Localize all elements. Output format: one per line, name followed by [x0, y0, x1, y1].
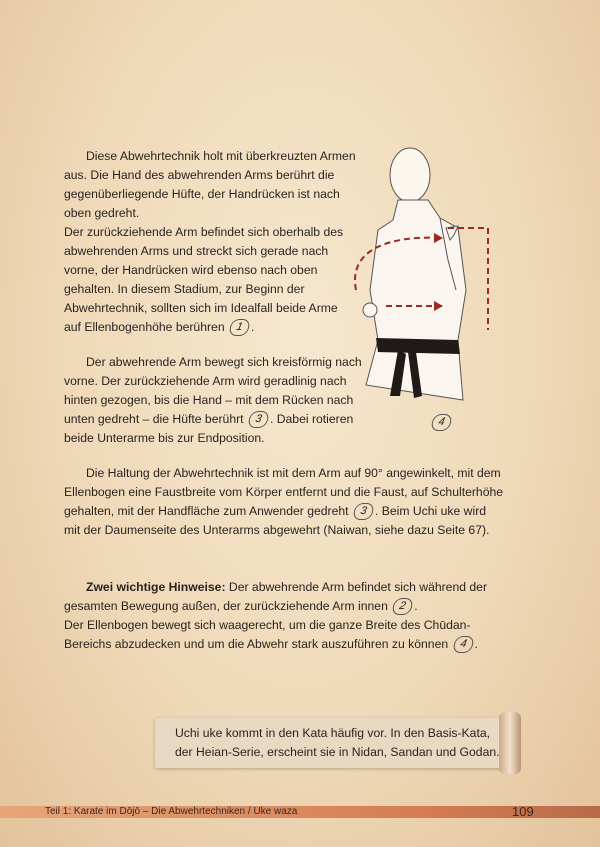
karateka-illustration [348, 140, 498, 440]
paragraph-circular-text: Der abwehrende Arm bewegt sich kreisförmig nach vorne. Der zurückziehende Arm wird geradlinig nach hinten gezogen, bis die Hand – mit dem Rücken nach unten gedreht – die Hüfte berührt [64, 355, 362, 426]
reference-number: 4 [452, 636, 475, 653]
hints-heading: Zwei wichtige Hinweise: [86, 580, 226, 594]
paragraph-retract-arm: Der zurückziehende Arm befindet sich oberhalb des abwehrenden Arms und streckt sich gerade nach vorne, der Handrücken wird ebenso nach oben gehalten. In diesem Stadium, zur Beginn der Abwehrtechnik, sollten sich im Idealfall beide Arme auf Ellenbogenhöhe berühren 1 . [64, 223, 344, 337]
page-number: 109 [512, 804, 534, 819]
footer-running-title: Teil 1: Karate im Dōjō – Die Abwehrtechniken / Uke waza [45, 806, 298, 817]
paragraph-elbow-text: Der Ellenbogen bewegt sich waagerecht, um die ganze Breite des Chūdan-Bereichs abzudecken und um die Abwehr stark auszuführen zu können [64, 618, 471, 651]
scroll-roll-decoration [499, 712, 521, 774]
reference-number: 2 [391, 598, 414, 615]
paragraph-retract-text: Der zurückziehende Arm befindet sich oberhalb des abwehrenden Arms und streckt sich gerade nach vorne, der Handrücken wird ebenso nach oben gehalten. In diesem Stadium, zur Beginn der Abwehrtechnik, sollten sich im Idealfall beide Arme auf Ellenbogenhöhe berühren [64, 225, 344, 334]
note-line-1: Uchi uke kommt in den Kata häufig vor. In den Basis-Kata, [175, 726, 491, 740]
paragraph-circular-tail: . Dabei rotieren beide Unterarme bis zur Endposition. [64, 412, 354, 445]
note-line-2: der Heian-Serie, erscheint sie in Nidan, Sandan und Godan. [175, 745, 500, 759]
paragraph-circular [64, 353, 364, 448]
note-text [175, 724, 500, 762]
paragraph-elbow: Der Ellenbogen bewegt sich waagerecht, um die ganze Breite des Chūdan-Bereichs abzudecken und um die Abwehr stark auszuführen zu können 4 . [64, 616, 504, 654]
reference-number: 1 [228, 319, 251, 336]
figure-number: 4 [430, 414, 453, 431]
paragraph-intro-text: Diese Abwehrtechnik holt mit überkreuzten Armen aus. Die Hand des abwehrenden Arms berührt die gegenüberliegende Hüfte, der Handrücken ist nach oben gedreht. [64, 149, 356, 220]
reference-number: 3 [352, 503, 375, 520]
hints-text: Der abwehrende Arm befindet sich während der gesamten Bewegung außen, der zurückziehende Arm innen [64, 580, 488, 613]
note-box [155, 718, 515, 768]
paragraph-posture [64, 464, 504, 540]
paragraph-posture-text: Die Haltung der Abwehrtechnik ist mit dem Arm auf 90° angewinkelt, mit dem Ellenbogen eine Faustbreite vom Körper entfernt und die Faust, auf Schulterhöhe gehalten, mit der Handfläche zum Anwender gedreht [64, 466, 504, 518]
paragraph-posture-tail: . Beim Uchi uke wird mit der Daumenseite des Unterarms abgewehrt (Naiwan, siehe dazu Seite 67). [64, 504, 490, 537]
reference-number: 3 [247, 411, 270, 428]
paragraph-hints: Zwei wichtige Hinweise: Der abwehrende Arm befindet sich während der gesamten Bewegung außen, der zurückziehende Arm innen 2 . [64, 578, 504, 616]
paragraph-intro [64, 147, 364, 223]
